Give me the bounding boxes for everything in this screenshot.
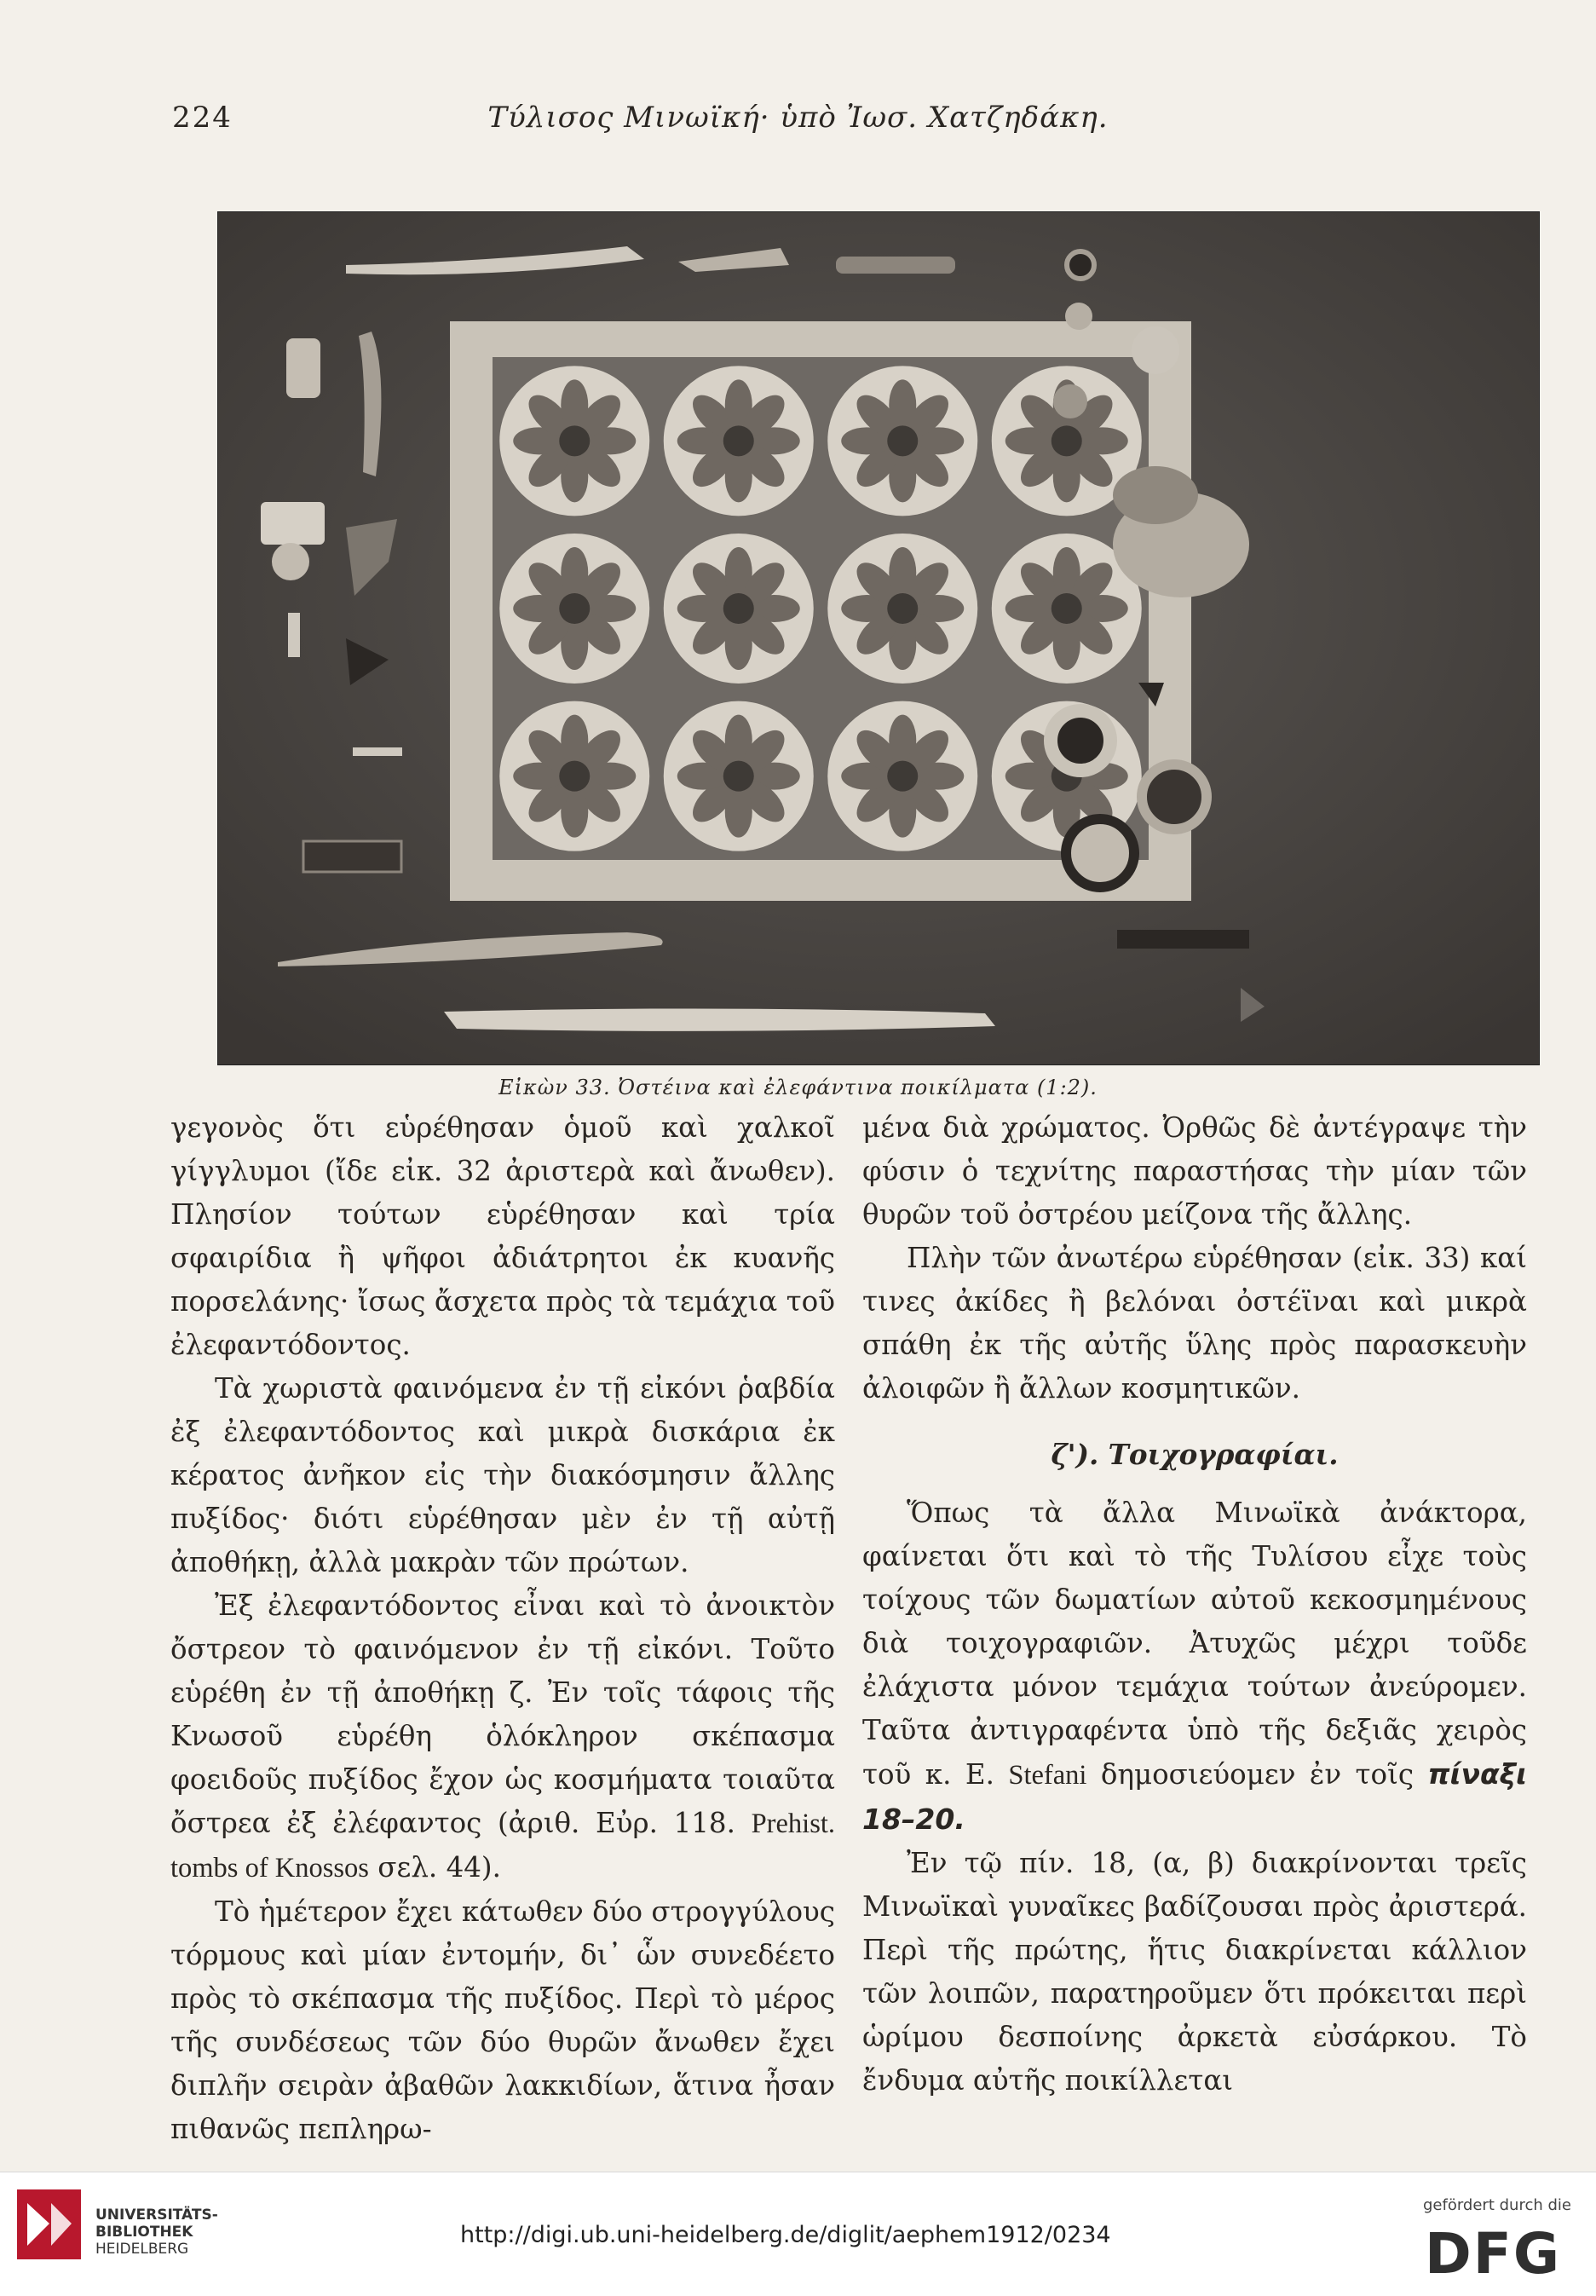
rosette-center: [559, 761, 590, 792]
dark-rod: [1117, 930, 1249, 949]
paragraph: [170, 1584, 835, 1890]
artifacts-photo: [218, 212, 1539, 1064]
latin-name: Stefani: [1008, 1760, 1087, 1791]
text-column-right: [862, 1106, 1527, 2103]
ivory-piece: [261, 502, 325, 545]
paragraph: Τὰ χωριστὰ φαινόμενα ἐν τῇ εἰκόνι ῥαβδία ἐξ ἐλεφαντόδοντος καὶ μικρὰ δισκάρια ἐκ κέρατος ἀνῆκον εἰς τὴν διακόσμησιν ἄλλης πυξίδος· διότι εὑρέθησαν μὲν ἐν τῇ αὐτῇ ἀποθήκῃ, ἀλλὰ μακρὰν τῶν πρώτων.: [170, 1372, 835, 1578]
horn-disc: [1051, 711, 1110, 770]
disc: [1132, 326, 1179, 374]
paragraph-text: Ὅπως τὰ ἄλλα Μινωϊκὰ ἀνάκτορα, φαίνεται ὅτι καὶ τὸ τῆς Τυλίσου εἶχε τοὺς τοίχους τῶν δωματίων αὐτοῦ κεκοσμημένους διὰ τοιχογραφιῶν. Ἀτυχῶς μέχρι τοῦδε ἐλάχιστα μόνον τεμάχια τούτων ἀνεύρομεν. Ταῦτα ἀντιγραφέντα ὑπὸ τῆς δεξιᾶς χειρὸς τοῦ κ. Ε.: [862, 1497, 1527, 1791]
paragraph-text: Ἐξ ἐλεφαντόδοντος εἶναι καὶ τὸ ἀνοικτὸν ὄστρεον τὸ φαινόμενον ἐν τῇ εἰκόνι. Τοῦτο εὑρέθη ἐν τῇ ἀποθήκῃ ζ. Ἐν τοῖς τάφοις τῆς Κνωσοῦ εὑρέθη ὁλόκληρον σκέπασμα φοειδοῦς πυξίδος ἔχον ὡς κοσμήματα τοιαῦτα ὄστρεα ἐξ ἐλέφαντος (ἀριθ. Εὐρ. 118.: [170, 1589, 835, 1839]
dfg-logo-text: DFG: [1425, 2222, 1562, 2282]
rosette-center: [1052, 593, 1082, 624]
horn-disc: [1066, 819, 1134, 887]
page-number: 224: [172, 101, 233, 135]
paragraph: Τὸ ἡμέτερον ἔχει κάτωθεν δύο στρογγύλους τόρμους καὶ μίαν ἐντομήν, δι᾽ ὧν συνεδέετο πρὸς τὸ σκέπασμα τῆς πυξίδος. Περὶ τὸ μέρος τῆς συνδέσεως τῶν δύο θυρῶν ἄνωθεν ἔχει διπλῆν σειρὰν ἀβαθῶν λακκιδίων, ἅτινα ἦσαν πιθανῶς πεπληρω-: [170, 1895, 835, 2145]
figure-caption: Εἰκὼν 33. Ὀστέινα καὶ ἐλεφάντινα ποικίλματα (1:2).: [498, 1076, 1098, 1099]
figure-photograph: [217, 211, 1540, 1065]
rosette-center: [887, 425, 918, 456]
library-line: UNIVERSITÄTS-: [95, 2207, 218, 2224]
rosette-center: [559, 593, 590, 624]
digitization-footer: [0, 2172, 1596, 2296]
ivory-rod: [836, 257, 955, 274]
rosette-center: [559, 425, 590, 456]
dfg-logo-icon: [1425, 2222, 1578, 2282]
library-name: [95, 2207, 218, 2258]
rosette-center: [1052, 425, 1082, 456]
paragraph: Ἐν τῷ πίν. 18, (α, β) διακρίνονται τρεῖς Μινωϊκαὶ γυναῖκες βαδίζουσαι πρὸς ἀριστερά. Περὶ τῆς πρώτης, ἥτις διακρίνεται κάλλιον τῶν λοιπῶν, παρατηροῦμεν ὅτι πρόκειται περὶ ὡρίμου δεσποίνης ἀρκετὰ εὐσάρκου. Τὸ ἔνδυμα αὐτῆς ποικίλλεται: [862, 1847, 1527, 2097]
ivory-shell-top: [1113, 466, 1198, 524]
small-rod: [353, 747, 402, 756]
latin-reference: Prehist. tombs of Knossos: [170, 1809, 835, 1884]
rosette-center: [723, 761, 754, 792]
rosette-center: [887, 593, 918, 624]
bone-spatula: [444, 1008, 995, 1030]
library-logo-icon: [17, 2189, 81, 2259]
sponsor-text: gefördert durch die: [1423, 2196, 1571, 2214]
library-line: BIBLIOTHEK: [95, 2224, 193, 2241]
paragraph-text: σελ. 44).: [377, 1851, 501, 1884]
rosette-center: [887, 761, 918, 792]
disc: [1053, 384, 1087, 418]
source-url-link[interactable]: http://digi.ub.uni-heidelberg.de/diglit/aephem1912/0234: [460, 2222, 1111, 2248]
page-header: [0, 101, 1596, 152]
disc: [1065, 303, 1092, 330]
ivory-ring: [272, 543, 309, 580]
disc: [1067, 251, 1094, 279]
horn-disc: [1142, 764, 1207, 829]
library-line: HEIDELBERG: [95, 2241, 189, 2258]
paragraph: γεγονὸς ὅτι εὑρέθησαν ὁμοῦ καὶ χαλκοῖ γίγγλυμοι (ἴδε εἰκ. 32 ἀριστερὰ καὶ ἄνωθεν). Πλησίον τούτων εὑρέθησαν καὶ τρία σφαιρίδια ἢ ψῆφοι ἀδιάτρητοι ἐκ κυανῆς πορσελάνης· ἴσως ἄσχετα πρὸς τὰ τεμάχια τοῦ ἐλεφαντόδοντος.: [170, 1111, 835, 1361]
paragraph: Πλὴν τῶν ἀνωτέρω εὑρέθησαν (εἰκ. 33) καί τινες ἀκίδες ἢ βελόναι ὀστέϊναι καὶ μικρὰ σπάθη ἐκ τῆς αὐτῆς ὕλης πρὸς παρασκευὴν ἀλοιφῶν ἢ ἄλλων κοσμητικῶν.: [862, 1242, 1527, 1405]
rosette-center: [723, 593, 754, 624]
plates-reference: πίναξι 18–20.: [862, 1757, 1527, 1836]
broken-strip: [303, 841, 401, 872]
text-column-left: [170, 1106, 835, 2151]
rosette-center: [723, 425, 754, 456]
ivory-piece: [286, 338, 320, 398]
small-pin: [288, 613, 300, 657]
paragraph: μένα διὰ χρώματος. Ὀρθῶς δὲ ἀντέγραψε τὴν φύσιν ὁ τεχνίτης παραστήσας τὴν μίαν τῶν θυρῶν τοῦ ὀστρέου μείζονα τῆς ἄλλης.: [862, 1111, 1527, 1231]
paragraph-text: δημοσιεύομεν ἐν τοῖς: [1100, 1758, 1415, 1791]
section-heading: ζ'). Τοιχογραφίαι.: [1051, 1438, 1339, 1471]
paragraph: [862, 1491, 1527, 1842]
running-title: Τύλισος Μινωϊκή· ὑπὸ Ἰωσ. Χατζηδάκη.: [487, 101, 1109, 135]
